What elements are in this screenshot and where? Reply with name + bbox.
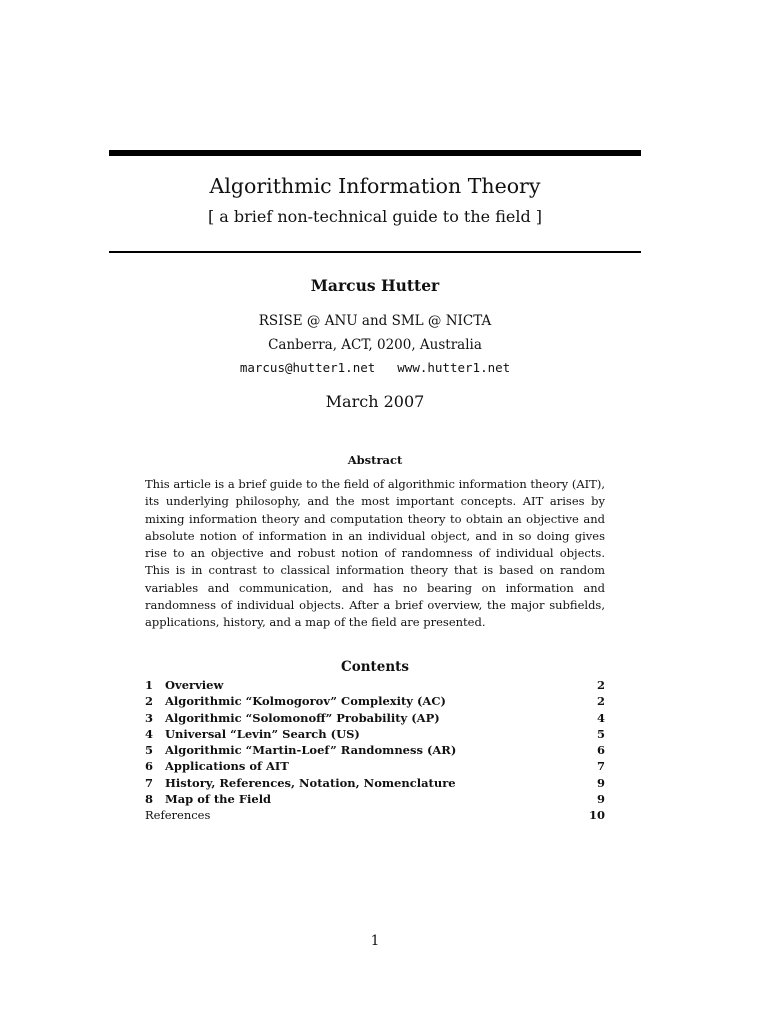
title-bottom-rule <box>109 251 641 253</box>
toc-entry-number: 1 <box>145 678 154 692</box>
contact-line <box>109 359 641 377</box>
toc-entry <box>145 742 605 758</box>
author-name: Marcus Hutter <box>310 276 440 295</box>
toc-entry <box>145 775 605 791</box>
toc-entry-title: Universal “Levin” Search (US) <box>165 726 360 741</box>
toc-entry <box>145 693 605 709</box>
toc-entry-number: 4 <box>145 726 154 741</box>
toc-entry-title: Algorithmic “Kolmogorov” Complexity (AC) <box>165 694 446 709</box>
page-number: 1 <box>370 933 380 949</box>
table-of-contents <box>145 677 605 824</box>
affiliation-line-2: Canberra, ACT, 0200, Australia <box>268 337 482 353</box>
affiliation-line-1: RSISE @ ANU and SML @ NICTA <box>258 313 492 329</box>
author-website: www.hutter1.net <box>397 360 511 375</box>
paper-subtitle: [ a brief non-technical guide to the field ] <box>207 207 543 226</box>
abstract-text: This article is a brief guide to the field of algorithmic information theory (AIT), its underlying philosophy, and the most important concepts. AIT arises by mixing information theory and computation theory to obtain an objective and absolute notion of information in an individual object, and in so doing gives rise to an objective and robust notion of randomness of individual objects. This is in contrast to classical information theory that is based on random variables and communication, and has no bearing on information and randomness of individual objects. After a brief overview, the major subfields, applications, history, and a map of the field are presented. <box>145 477 605 630</box>
toc-references-title: References <box>145 808 211 823</box>
toc-entry-number: 6 <box>145 759 154 774</box>
toc-entry-page: 6 <box>596 743 605 758</box>
toc-entry-number: 3 <box>145 710 154 725</box>
toc-entry-page: 4 <box>596 710 605 725</box>
toc-entry-page: 7 <box>596 759 605 774</box>
toc-entry-title: Applications of AIT <box>165 759 289 774</box>
paper-date: March 2007 <box>325 392 425 411</box>
toc-entry <box>145 758 605 774</box>
toc-entry <box>145 791 605 807</box>
toc-entry-page: 2 <box>596 694 605 709</box>
abstract-heading: Abstract <box>347 453 403 467</box>
paper-title: Algorithmic Information Theory <box>209 174 541 198</box>
toc-entry-page: 5 <box>596 726 605 741</box>
toc-entry-number: 7 <box>145 775 154 790</box>
toc-references-page: 10 <box>588 808 605 823</box>
toc-entry <box>145 677 605 693</box>
toc-entry-number: 8 <box>145 792 154 807</box>
toc-entry-number: 5 <box>145 743 154 758</box>
toc-entry-title: Algorithmic “Solomonoff” Probability (AP) <box>165 710 440 725</box>
toc-entry-title: Algorithmic “Martin-Loef” Randomness (AR) <box>165 743 457 758</box>
toc-entry-page: 2 <box>596 678 605 692</box>
toc-entry-title: History, References, Notation, Nomenclature <box>165 775 456 790</box>
toc-entry-number: 2 <box>145 694 154 709</box>
toc-entry-title: Overview <box>165 678 224 692</box>
toc-entry <box>145 726 605 742</box>
toc-entry-page: 9 <box>596 775 605 790</box>
contents-heading: Contents <box>340 659 410 675</box>
toc-references-entry <box>145 807 605 823</box>
title-top-rule <box>109 150 641 156</box>
toc-entry-title: Map of the Field <box>165 792 272 807</box>
author-email: marcus@hutter1.net <box>239 360 376 375</box>
toc-entry-page: 9 <box>596 792 605 807</box>
toc-entry <box>145 710 605 726</box>
